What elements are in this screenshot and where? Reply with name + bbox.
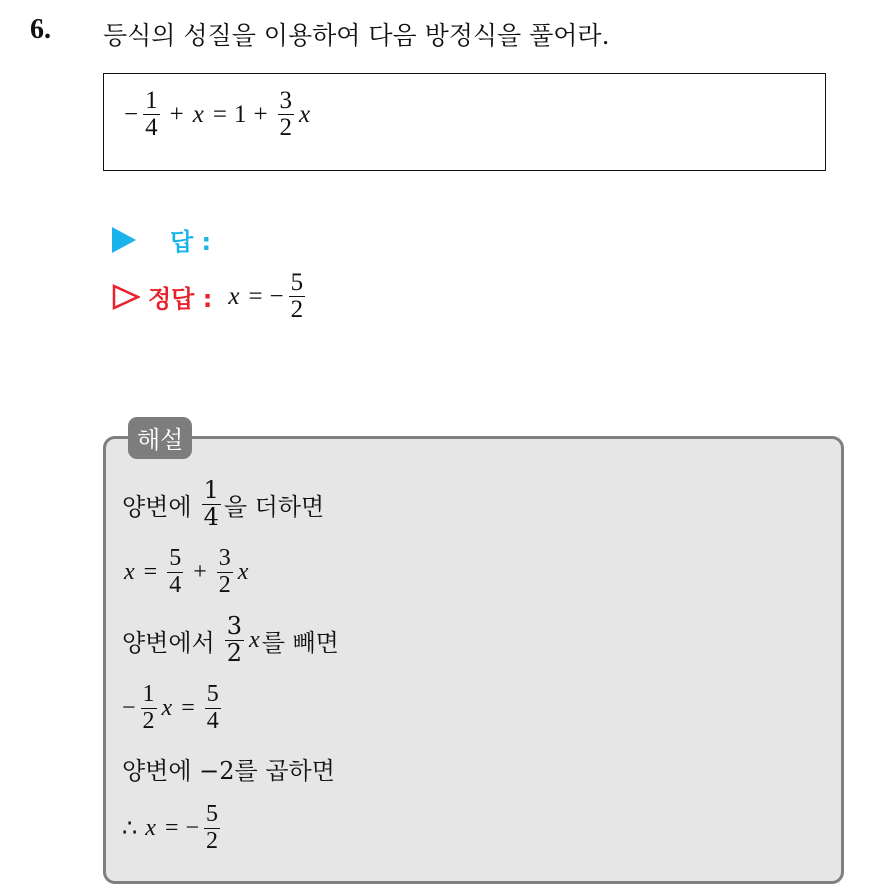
- answer-row: [112, 222, 211, 257]
- denominator: 4: [145, 114, 158, 142]
- variable-x: x: [145, 814, 156, 841]
- numerator: 1: [203, 476, 219, 505]
- question-number: 6.: [30, 14, 51, 45]
- solution-label: 정답 :: [148, 285, 213, 314]
- minus-sign: −: [124, 100, 139, 128]
- explanation-line-2: [122, 538, 339, 606]
- explanation-line-6: [122, 794, 339, 862]
- plus-sign: +: [169, 100, 184, 128]
- therefore-symbol: ∴: [122, 815, 138, 842]
- equals-sign: =: [212, 100, 227, 128]
- denominator: 4: [169, 571, 182, 598]
- fraction-three-halves: [217, 546, 233, 597]
- denominator: 2: [142, 707, 155, 734]
- minus-sign: −: [122, 694, 136, 721]
- minus-sign: −: [269, 282, 284, 310]
- fraction-three-halves: [225, 614, 244, 665]
- denominator: 2: [218, 571, 231, 598]
- equation: [124, 88, 312, 142]
- plus-sign: +: [193, 558, 207, 585]
- answer-label: 답 :: [170, 228, 212, 256]
- fraction-one-quarter: [202, 478, 221, 529]
- numerator: 3: [226, 612, 243, 641]
- denominator: 2: [226, 638, 243, 667]
- denominator: 2: [279, 114, 293, 142]
- denominator: 2: [290, 296, 304, 324]
- equation-box: [103, 73, 826, 171]
- fraction-five-halves: [289, 270, 306, 324]
- explanation-line-1: [122, 470, 339, 538]
- numerator: 1: [145, 87, 158, 114]
- equals-sign: =: [164, 814, 179, 841]
- fraction-three-halves: [278, 88, 295, 142]
- line-text: 양변에: [122, 492, 192, 521]
- outline-triangle-icon: [112, 284, 140, 310]
- equals-sign: =: [143, 558, 158, 585]
- fraction-one-half: [141, 682, 157, 733]
- explanation-line-4: [122, 674, 339, 742]
- question-text: 등식의 성질을 이용하여 다음 방정식을 풀어라.: [103, 21, 610, 50]
- denominator: 4: [206, 707, 219, 734]
- fraction-five-halves: [204, 802, 220, 853]
- variable-x: x: [249, 626, 260, 653]
- variable-x: x: [237, 558, 249, 585]
- minus-sign: −: [185, 814, 200, 841]
- fraction-five-quarters: [167, 546, 183, 597]
- equals-sign: =: [248, 282, 263, 310]
- numerator: 3: [218, 545, 231, 572]
- denominator: 2: [206, 827, 219, 854]
- variable-x: x: [124, 558, 135, 585]
- variable-x: x: [228, 282, 240, 310]
- numerator: 3: [279, 87, 293, 114]
- numerator: 5: [206, 681, 219, 708]
- line-text: 를 빼면: [261, 628, 339, 657]
- fraction-five-quarters: [205, 682, 221, 733]
- line-text: 양변에서: [122, 628, 215, 657]
- variable-x: x: [299, 100, 311, 128]
- explanation-line-3: [122, 606, 339, 674]
- fraction-one-quarter: [143, 88, 160, 142]
- numerator: 5: [206, 801, 219, 828]
- solution-equation: [226, 270, 308, 324]
- line-text: 양변에 −2를 곱하면: [122, 756, 335, 785]
- explanation-line-5: [122, 742, 339, 794]
- explanation-lines: [122, 470, 339, 862]
- line-text: 을 더하면: [223, 492, 325, 521]
- numerator: 5: [169, 545, 182, 572]
- numerator: 5: [290, 269, 304, 296]
- equals-sign: =: [181, 694, 195, 721]
- variable-x: x: [161, 694, 173, 721]
- constant-one: 1: [233, 100, 247, 128]
- numerator: 1: [142, 681, 155, 708]
- variable-x: x: [192, 100, 204, 128]
- denominator: 4: [203, 502, 219, 531]
- solution-row: [112, 270, 308, 324]
- play-triangle-icon: [112, 227, 136, 253]
- plus-sign: +: [253, 100, 268, 128]
- explanation-tag: 해설: [128, 417, 192, 459]
